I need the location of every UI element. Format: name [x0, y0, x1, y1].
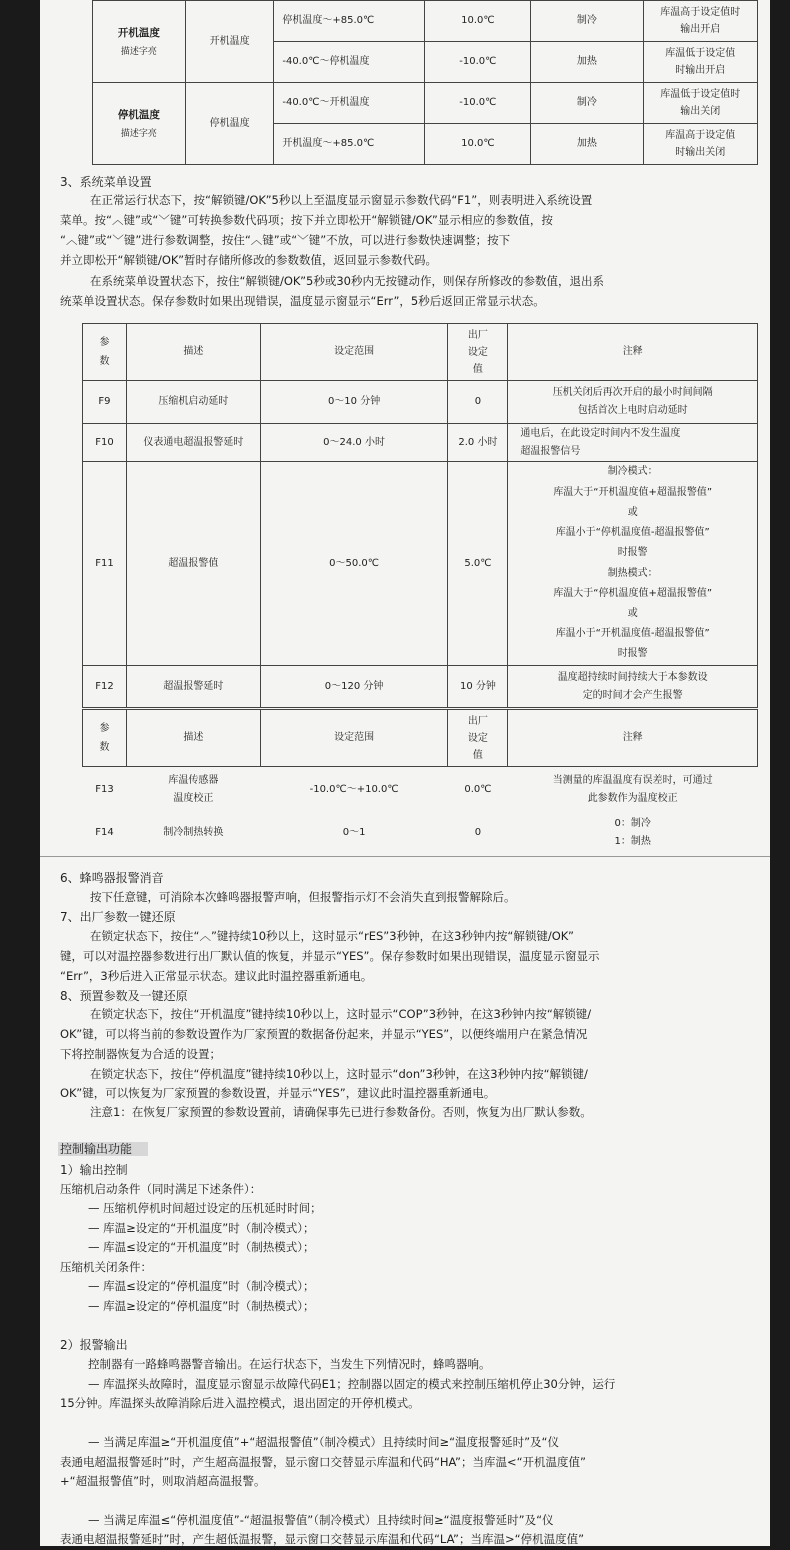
- paragraph-line: — 当满足库温≥“开机温度值”+“超温报警值”（制冷模式）且持续时间≥“温度报警延时”及“仪: [88, 1435, 560, 1449]
- table-header-row: [83, 324, 758, 381]
- code-cell: F9: [83, 381, 127, 424]
- paragraph-line: OK”键，可以将当前的参数设置作为厂家预置的数据备份起来，并显示“YES”，以便终端用户在紧急情况: [60, 1027, 588, 1041]
- desc-cell: 超温报警值: [126, 462, 260, 666]
- desc-cell: 压缩机启动延时: [126, 381, 260, 424]
- paragraph-line: 在锁定状态下，按住“停机温度”键持续10秒以上，这时显示“don”3秒钟，在这3秒钟内按“解锁键/: [90, 1067, 588, 1081]
- parameter-table: [82, 323, 758, 708]
- note-cell: 库温高于设定值 时输出关闭: [643, 124, 757, 165]
- document-page: [40, 0, 770, 1546]
- table-row: [83, 424, 758, 462]
- paragraph-line: “Err”，3秒后进入正常显示状态。建议此时温控器重新通电。: [60, 969, 373, 983]
- paragraph-line: 并立即松开“解锁键/OK”暂时存储所修改的参数数值，返回显示参数代码。: [60, 253, 438, 267]
- mode-cell: 制冷: [531, 83, 643, 124]
- paragraph-line: 控制器有一路蜂鸣器警音输出。在运行状态下，当发生下列情况时，蜂鸣器响。: [88, 1357, 491, 1371]
- header-factory: 出厂 设定 值: [448, 324, 508, 381]
- code-cell: F10: [83, 424, 127, 462]
- paragraph-line: 在正常运行状态下，按“解锁键/OK”5秒以上至温度显示窗显示参数代码“F1”，则表明进入系统设置: [90, 193, 593, 207]
- paragraph-line: “︿键”或“﹀键”进行参数调整，按住“︿键”或“﹀键”不放，可以进行参数快速调整；按下: [60, 233, 511, 247]
- header-desc: 描述: [126, 710, 260, 767]
- default-cell: 10.0℃: [425, 124, 531, 165]
- default-cell: 0: [474, 826, 482, 838]
- default-cell: 2.0 小时: [448, 424, 508, 462]
- mode-cell: 加热: [531, 42, 643, 83]
- code-cell: F13: [95, 783, 114, 795]
- note-cell: 库温低于设定值时 输出关闭: [643, 83, 757, 124]
- default-cell: -10.0℃: [425, 83, 531, 124]
- start-conditions-title: 压缩机启动条件（同时满足下述条件）：: [60, 1182, 262, 1196]
- paragraph-line: 15分钟。库温探头故障消除后进入温控模式，退出固定的开停机模式。: [60, 1396, 420, 1410]
- section-3-title: 3、系统菜单设置: [60, 175, 152, 189]
- default-cell: 0.0℃: [464, 783, 492, 795]
- table-row: [83, 666, 758, 708]
- range-cell: -40.0℃～停机温度: [274, 42, 425, 83]
- note-cell: 制冷模式： 库温大于“开机温度值+超温报警值” 或 库温小于“停机温度值-超温报警值” 时报警 制热模式： 库温大于“停机温度值+超温报警值” 或 库温小于“开机温度值-超温报警值” 时报警: [508, 462, 758, 666]
- header-code: 参 数: [83, 710, 127, 767]
- key-name-cell: 开机温度 描述字亮: [93, 1, 186, 83]
- desc-cell: 仪表通电超温报警延时: [126, 424, 260, 462]
- paragraph-line: 菜单。按“︿键”或“﹀键”可转换参数代码项；按下并立即松开“解锁键/OK”显示相应的参数值，按: [60, 213, 553, 227]
- divider: [40, 856, 770, 857]
- header-desc: 描述: [126, 324, 260, 381]
- control-output-title: 控制输出功能: [58, 1139, 148, 1159]
- note-cell: 压机关闭后再次开启的最小时间间隔 包括首次上电时启动延时: [508, 381, 758, 424]
- header-note: 注释: [508, 324, 758, 381]
- range-cell: 0～10 分钟: [260, 381, 448, 424]
- mode-cell: 制冷: [531, 1, 643, 42]
- param-cell: 开机温度: [185, 1, 274, 83]
- paragraph-line: 在锁定状态下，按住“︿”键持续10秒以上，这时显示“rES”3秒钟，在这3秒钟内按“解锁键/OK”: [90, 929, 574, 943]
- section-8-title: 8、预置参数及一键还原: [60, 989, 188, 1003]
- list-item: — 库温≥设定的“开机温度”时（制冷模式）；: [88, 1221, 315, 1235]
- paragraph-line: — 库温探头故障时，温度显示窗显示故障代码E1；控制器以固定的模式来控制压缩机停止30分钟，运行: [88, 1377, 616, 1391]
- paragraph-line: OK”键，可以恢复为厂家预置的参数设置，并显示“YES”，建议此时温控器重新通电。: [60, 1086, 496, 1100]
- paragraph-line: +“超温报警值”时，则取消超高温报警。: [60, 1474, 266, 1488]
- range-cell: 停机温度～+85.0℃: [274, 1, 425, 42]
- alarm-output-subtitle: 2）报警输出: [60, 1338, 128, 1352]
- range-cell: 0～120 分钟: [260, 666, 448, 708]
- table-row: [83, 767, 758, 813]
- default-cell: 10.0℃: [425, 1, 531, 42]
- range-cell: 开机温度～+85.0℃: [274, 124, 425, 165]
- desc-cell: 库温传感器 温度校正: [168, 774, 219, 804]
- code-cell: F14: [95, 826, 114, 838]
- paragraph-line: 统菜单设置状态。保存参数时如果出现错误，温度显示窗显示“Err”，5秒后返回正常显示状态。: [60, 294, 545, 308]
- range-cell: 0～50.0℃: [260, 462, 448, 666]
- stop-conditions-title: 压缩机关闭条件：: [60, 1260, 152, 1274]
- table-row: [83, 462, 758, 666]
- list-item: — 压缩机停机时间超过设定的压机延时时间；: [88, 1201, 322, 1215]
- paragraph-line: 在锁定状态下，按住“开机温度”键持续10秒以上，这时显示“COP”3秒钟，在这3秒钟内按“解锁键/: [90, 1007, 592, 1021]
- output-temperature-table: [92, 0, 758, 165]
- note-cell: 温度超持续时间持续大于本参数设 定的时间才会产生报警: [508, 666, 758, 708]
- header-note: 注释: [508, 710, 758, 767]
- default-cell: 5.0℃: [448, 462, 508, 666]
- range-cell: 0～24.0 小时: [260, 424, 448, 462]
- paragraph-line: 表通电超温报警延时”时，产生超低温报警，显示窗口交替显示库温和代码“LA”；当库温>“停机温度值”: [60, 1532, 585, 1546]
- section-6-title: 6、蜂鸣器报警消音: [60, 871, 164, 885]
- paragraph-line: 键，可以对温控器参数进行出厂默认值的恢复，并显示“YES”。保存参数时如果出现错误，温度显示窗显示: [60, 949, 600, 963]
- header-range: 设定范围: [260, 324, 448, 381]
- header-factory: 出厂 设定 值: [448, 710, 508, 767]
- key-name-cell: 停机温度 描述字亮: [93, 83, 186, 165]
- paragraph-line: 表通电超温报警延时”时，产生超高温报警，显示窗口交替显示库温和代码“HA”；当库温<“开机温度值”: [60, 1455, 587, 1469]
- default-cell: 10 分钟: [448, 666, 508, 708]
- table-row: [83, 813, 758, 853]
- code-cell: F12: [83, 666, 127, 708]
- code-cell: F11: [83, 462, 127, 666]
- paragraph-line: 按下任意键，可消除本次蜂鸣器报警声响，但报警指示灯不会消失直到报警解除后。: [90, 890, 516, 904]
- range-cell: -10.0℃～+10.0℃: [309, 783, 399, 795]
- default-cell: 0: [448, 381, 508, 424]
- note-cell: 当测量的库温温度有误差时，可通过 此参数作为温度校正: [552, 774, 713, 804]
- paragraph-line: 下将控制器恢复为合适的设置；: [60, 1047, 221, 1061]
- section-7-title: 7、出厂参数一键还原: [60, 910, 176, 924]
- parameter-table-2: [82, 709, 758, 853]
- desc-cell: 超温报警延时: [126, 666, 260, 708]
- desc-cell: 制冷制热转换: [163, 826, 224, 838]
- list-item: — 库温≤设定的“开机温度”时（制热模式）；: [88, 1240, 315, 1254]
- note-cell: 0：制冷 1：制热: [614, 817, 651, 847]
- table-header-row: [83, 710, 758, 767]
- list-item: — 库温≤设定的“停机温度”时（制冷模式）；: [88, 1279, 315, 1293]
- table-row: [93, 1, 758, 42]
- paragraph-line: — 当满足库温≤“停机温度值”-“超温报警值”（制冷模式）且持续时间≥“温度报警延时”及“仪: [88, 1513, 554, 1527]
- param-cell: 停机温度: [185, 83, 274, 165]
- table-row: [93, 83, 758, 124]
- range-cell: -40.0℃～开机温度: [274, 83, 425, 124]
- note-cell: 库温低于设定值 时输出开启: [643, 42, 757, 83]
- header-code: 参 数: [83, 324, 127, 381]
- table-row: [83, 381, 758, 424]
- range-cell: 0～1: [342, 826, 366, 838]
- output-control-subtitle: 1）输出控制: [60, 1163, 128, 1177]
- list-item: — 库温≥设定的“停机温度”时（制热模式）；: [88, 1299, 315, 1313]
- paragraph-line: 在系统菜单设置状态下，按住“解锁键/OK”5秒或30秒内无按键动作，则保存所修改的参数值，退出系: [90, 274, 604, 288]
- header-range: 设定范围: [260, 710, 448, 767]
- note-cell: 库温高于设定值时 输出开启: [643, 1, 757, 42]
- note-cell: 通电后，在此设定时间内不发生温度 超温报警信号: [508, 424, 758, 462]
- mode-cell: 加热: [531, 124, 643, 165]
- default-cell: -10.0℃: [425, 42, 531, 83]
- paragraph-line: 注意1：在恢复厂家预置的参数设置前，请确保事先已进行参数备份。否则，恢复为出厂默认参数。: [90, 1105, 592, 1119]
